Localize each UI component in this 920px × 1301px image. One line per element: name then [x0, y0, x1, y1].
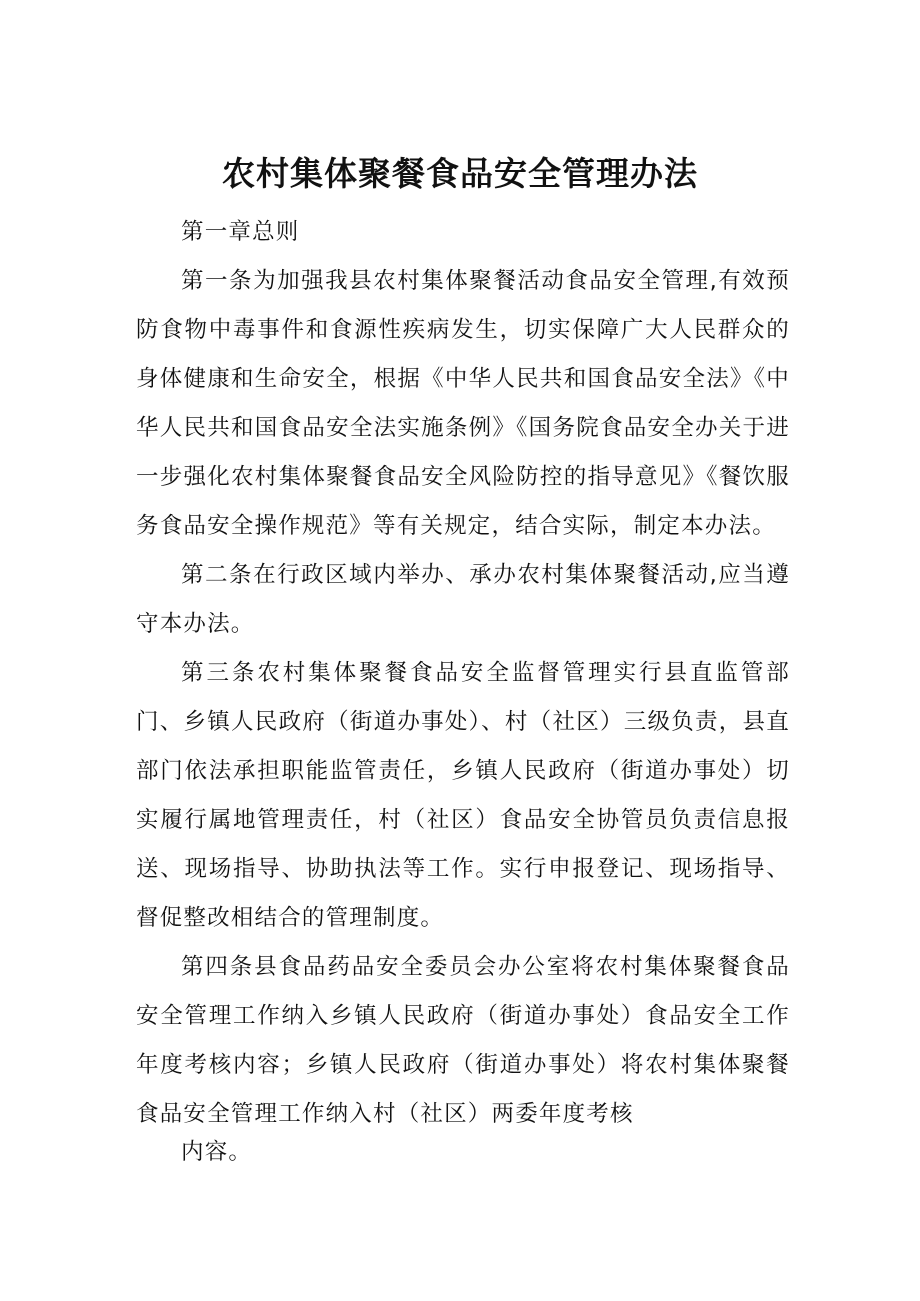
article-2: 第二条在行政区域内举办、承办农村集体聚餐活动,应当遵守本办法。	[136, 562, 790, 637]
chapter-heading: 第一章总则	[181, 219, 300, 245]
article-4-continuation: 内容。	[181, 1139, 253, 1165]
article-3: 第三条农村集体聚餐食品安全监督管理实行县直监管部门、乡镇人民政府（街道办事处）、村（社区）三级负责，县直部门依法承担职能监管责任，乡镇人民政府（街道办事处）切实履行属地管理责任，村（社区）食品安全协管员负责信息报送、现场指导、协助执法等工作。实行申报登记、现场指导、督促整改相结合的管理制度。	[136, 660, 790, 931]
article-4: 第四条县食品药品安全委员会办公室将农村集体聚餐食品安全管理工作纳入乡镇人民政府（街道办事处）食品安全工作年度考核内容；乡镇人民政府（街道办事处）将农村集体聚餐食品安全管理工作纳入村（社区）两委年度考核	[136, 954, 790, 1127]
document-title: 农村集体聚餐食品安全管理办法	[222, 154, 698, 194]
document-body	[136, 208, 790, 1165]
article-1: 第一条为加强我县农村集体聚餐活动食品安全管理,有效预防食物中毒事件和食源性疾病发生，切实保障广大人民群众的身体健康和生命安全，根据《中华人民共和国食品安全法》《中华人民共和国食品安全法实施条例》《国务院食品安全办关于进一步强化农村集体聚餐食品安全风险防控的指导意见》《餐饮服务食品安全操作规范》等有关规定，结合实际，制定本办法。	[136, 268, 790, 539]
